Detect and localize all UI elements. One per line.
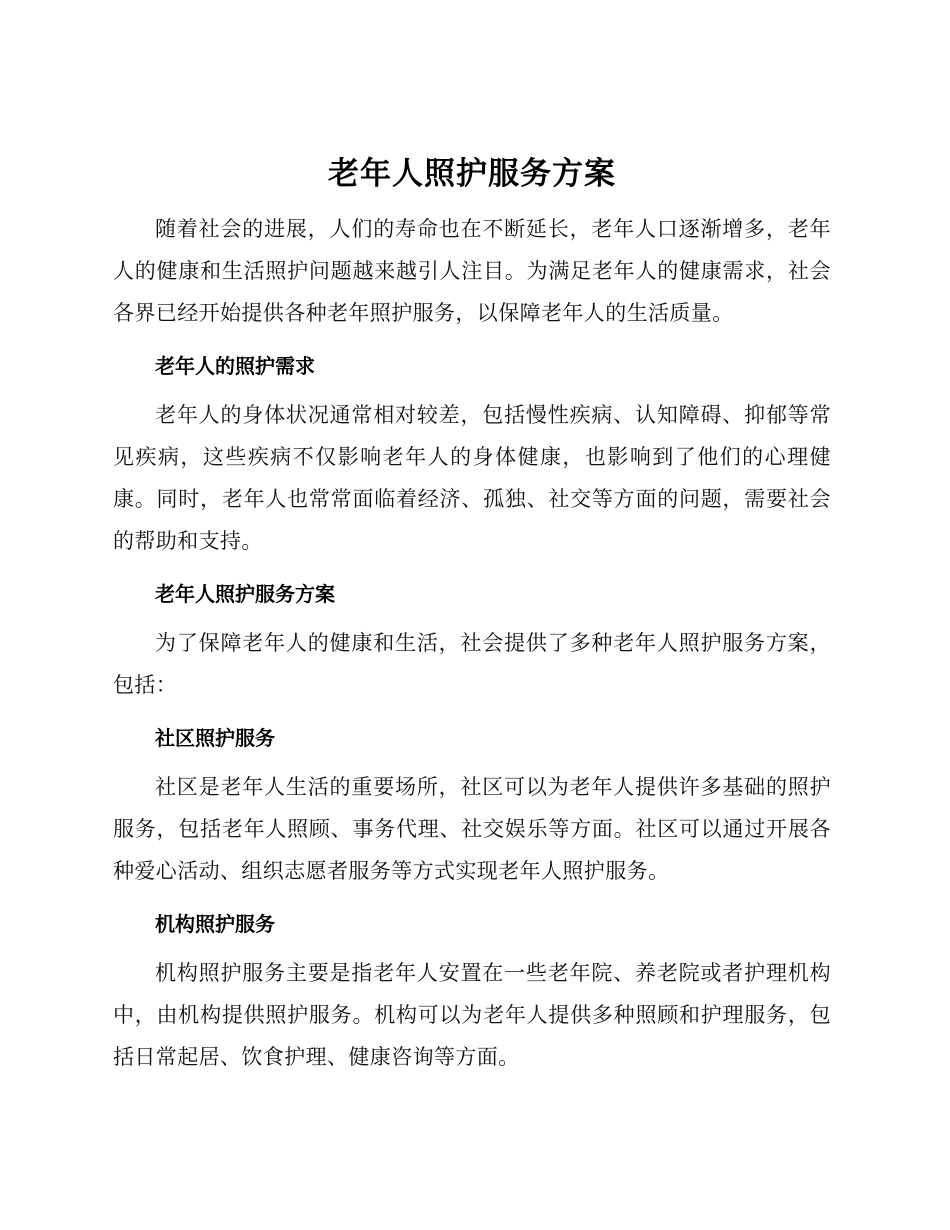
section-body: 社区是老年人生活的重要场所，社区可以为老年人提供许多基础的照护服务，包括老年人照顾、事务代理、社交娱乐等方面。社区可以通过开展各种爱心活动、组织志愿者服务等方式实现老年人照护服务。 [113,775,831,883]
section-heading: 老年人的照护需求 [155,354,315,378]
section-care-needs [113,345,831,562]
section-heading: 社区照护服务 [155,726,275,750]
intro-paragraph: 随着社会的进展，人们的寿命也在不断延长，老年人口逐渐增多，老年人的健康和生活照护问题越来越引人注目。为满足老年人的健康需求，社会各界已经开始提供各种老年照护服务，以保障老年人的生活质量。 [113,217,831,325]
section-heading: 老年人照护服务方案 [155,582,335,606]
section-institutional-care [113,903,831,1078]
document-page [113,148,831,1078]
section-body: 机构照护服务主要是指老年人安置在一些老年院、养老院或者护理机构中，由机构提供照护服务。机构可以为老年人提供多种照顾和护理服务，包括日常起居、饮食护理、健康咨询等方面。 [113,961,831,1069]
section-body: 为了保障老年人的健康和生活，社会提供了多种老年人照护服务方案，包括： [113,631,831,697]
section-service-plan [113,573,831,706]
section-community-care [113,717,831,892]
section-heading: 机构照护服务 [155,912,275,936]
section-body: 老年人的身体状况通常相对较差，包括慢性疾病、认知障碍、抑郁等常见疾病，这些疾病不仅影响老年人的身体健康，也影响到了他们的心理健康。同时，老年人也常常面临着经济、孤独、社交等方面的问题，需要社会的帮助和支持。 [113,403,831,553]
document-title: 老年人照护服务方案 [328,156,616,192]
